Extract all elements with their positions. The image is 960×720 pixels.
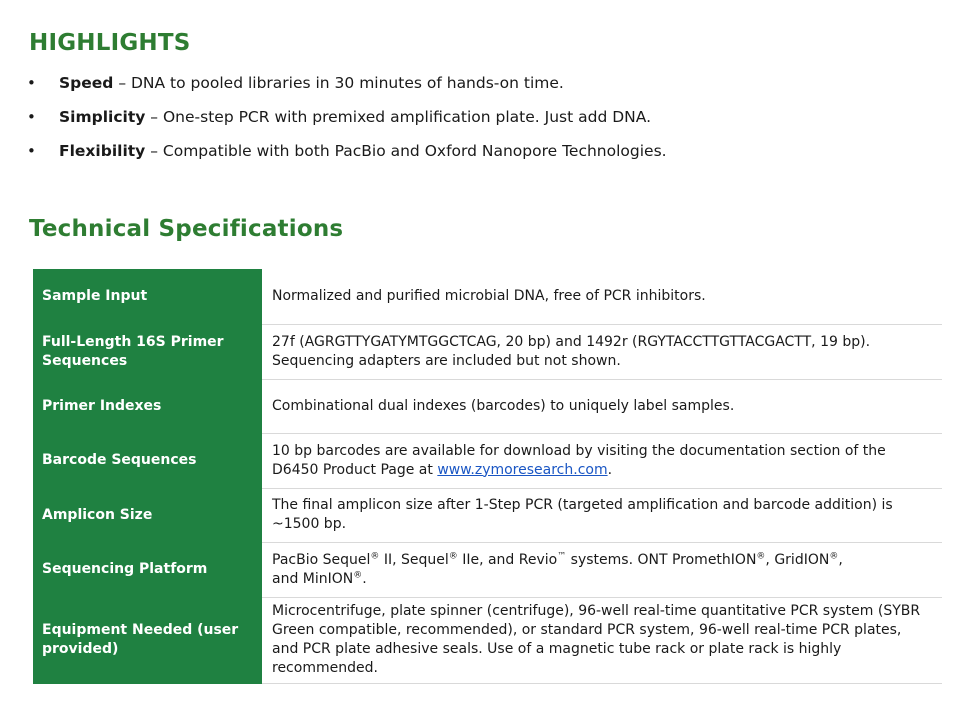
spec-row-primer-sequences [33, 324, 942, 379]
highlight-item-speed [27, 70, 667, 104]
spec-row-amplicon-size [33, 488, 942, 542]
spec-label: Equipment Needed (user provided) [33, 597, 262, 683]
trademark-mark: ™ [557, 550, 567, 561]
registered-mark: ® [370, 550, 380, 561]
spec-label: Amplicon Size [33, 488, 262, 542]
spec-value-text: II, Sequel [379, 551, 449, 568]
bullet-icon: • [27, 74, 36, 92]
spec-row-sample-input [33, 269, 942, 324]
spec-value-text: 10 bp barcodes are available for download by visiting the documentation section of the D6450 Product Page at [272, 442, 886, 478]
spec-value-text: and MinION [272, 570, 354, 587]
spec-row-sequencing-platform [33, 542, 942, 597]
registered-mark: ® [829, 550, 839, 561]
spec-value: The final amplicon size after 1-Step PCR (targeted amplification and barcode addition) is ~1500 bp. [262, 488, 942, 542]
highlight-item-simplicity [27, 104, 667, 138]
registered-mark: ® [448, 550, 458, 561]
highlight-term: Speed [59, 74, 114, 92]
spec-value-text: systems. ONT PromethION [566, 551, 757, 568]
spec-label: Full-Length 16S Primer Sequences [33, 324, 262, 379]
spec-row-equipment-needed [33, 597, 942, 683]
highlight-text: – Compatible with both PacBio and Oxford Nanopore Technologies. [145, 142, 667, 160]
highlights-heading: HIGHLIGHTS [29, 30, 191, 56]
highlights-list [27, 70, 667, 172]
bullet-icon: • [27, 142, 36, 160]
spec-value-line: Sequencing adapters are included but not shown. [272, 352, 621, 369]
technical-specifications-heading: Technical Specifications [29, 216, 344, 242]
spec-label: Barcode Sequences [33, 433, 262, 488]
spec-row-primer-indexes [33, 379, 942, 433]
spec-value-text: PacBio Sequel [272, 551, 371, 568]
spec-label: Sequencing Platform [33, 542, 262, 597]
spec-value-text: . [362, 570, 367, 587]
spec-value [262, 324, 942, 379]
highlight-text: – DNA to pooled libraries in 30 minutes of hands-on time. [113, 74, 564, 92]
spec-value: Microcentrifuge, plate spinner (centrifuge), 96-well real-time quantitative PCR system (SYBR Green compatible, recommended), or standard PCR system, 96-well real-time PCR plates, and PCR plate adhesive seals. Use of a magnetic tube rack or plate rack is highly recommended. [262, 597, 942, 683]
highlight-item-flexibility [27, 138, 667, 172]
spec-value-text: IIe, and Revio [457, 551, 558, 568]
spec-value-text: , GridION [765, 551, 830, 568]
spec-label: Sample Input [33, 269, 262, 324]
registered-mark: ® [353, 569, 363, 580]
spec-value [262, 433, 942, 488]
highlight-text: – One-step PCR with premixed amplification plate. Just add DNA. [145, 108, 652, 126]
spec-value: Normalized and purified microbial DNA, free of PCR inhibitors. [262, 269, 942, 324]
zymoresearch-link[interactable]: www.zymoresearch.com [437, 461, 608, 478]
highlight-term: Simplicity [59, 108, 146, 126]
spec-value: Combinational dual indexes (barcodes) to uniquely label samples. [262, 379, 942, 433]
spec-label: Primer Indexes [33, 379, 262, 433]
spec-value-text: , [838, 551, 843, 568]
spec-value-text: . [607, 461, 613, 478]
bullet-icon: • [27, 108, 36, 126]
highlight-term: Flexibility [59, 142, 146, 160]
spec-row-barcode-sequences [33, 433, 942, 488]
spec-value [262, 542, 942, 597]
specifications-table [33, 269, 942, 684]
spec-value-line: 27f (AGRGTTYGATYMTGGCTCAG, 20 bp) and 1492r (RGYTACCTTGTTACGACTT, 19 bp). [272, 333, 871, 350]
registered-mark: ® [756, 550, 766, 561]
